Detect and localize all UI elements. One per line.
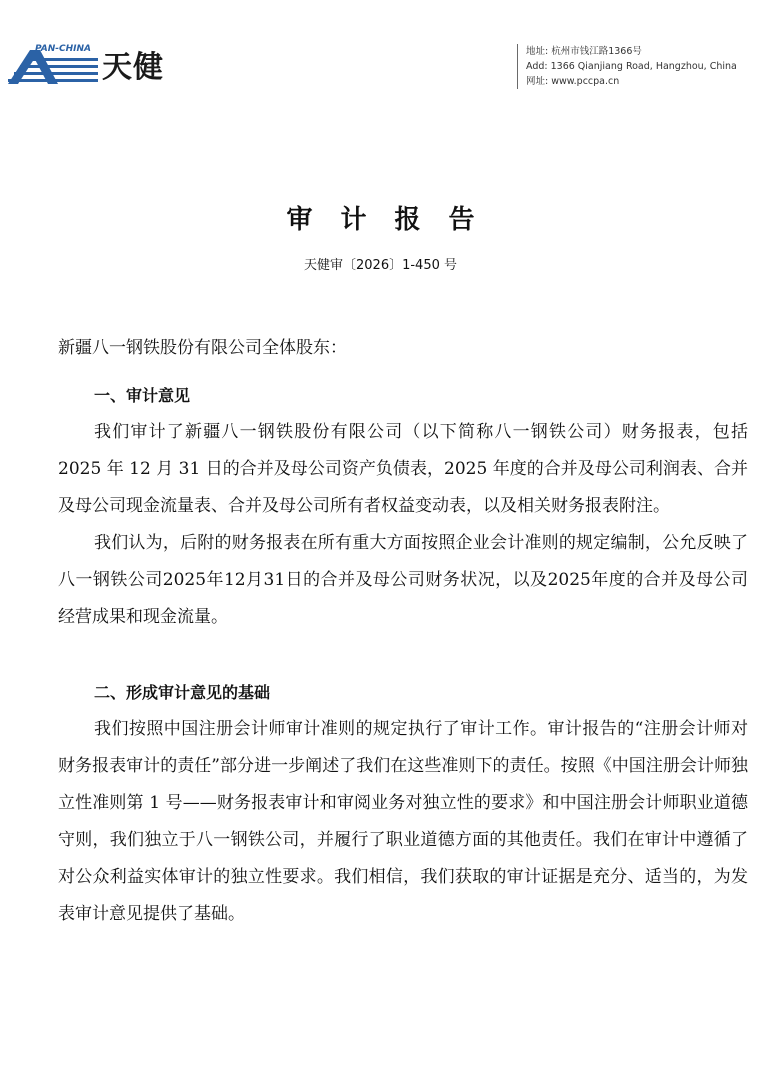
logo-chinese-name: 天健 <box>102 50 164 85</box>
report-number: 天健审〔2026〕1-450 号 <box>304 258 457 273</box>
paragraph: 我们按照中国注册会计师审计准则的规定执行了审计工作。审计报告的“注册会计师对财务报表审计的责任”部分进一步阐述了我们在这些准则下的责任。按照《中国注册会计师独立性准则第 1 号——财务报表审计和审阅业务对独立性的要求》和中国注册会计师职业道德守则，我们独立于八一钢铁公司，并履行了职业道德方面的其他责任。我们在审计中遵循了对公众利益实体审计的独立性要求。我们相信，我们获取的审计证据是充分、适当的，为发表审计意见提供了基础。 <box>58 719 748 924</box>
firm-address-block <box>517 44 737 89</box>
paragraph: 我们审计了新疆八一钢铁股份有限公司（以下简称八一钢铁公司）财务报表，包括 2025 年 12 月 31 日的合并及母公司资产负债表，2025 年度的合并及母公司利润表、合并及母公司现金流量表、合并及母公司所有者权益变动表，以及相关财务报表附注。 <box>58 422 748 516</box>
salutation: 新疆八一钢铁股份有限公司全体股东： <box>58 338 347 358</box>
firm-logo <box>6 44 196 90</box>
section-heading-opinion: 一、审计意见 <box>94 386 191 405</box>
report-body <box>58 330 748 933</box>
report-title: 审计报告 <box>286 205 503 235</box>
website: 网址: www.pccpa.cn <box>526 76 620 87</box>
logo-english-name: PAN-CHINA <box>35 44 91 54</box>
section-heading-basis: 二、形成审计意见的基础 <box>94 683 271 702</box>
paragraph: 我们认为，后附的财务报表在所有重大方面按照企业会计准则的规定编制，公允反映了八一钢铁公司2025年12月31日的合并及母公司财务状况，以及2025年度的合并及母公司经营成果和现金流量。 <box>58 533 748 627</box>
address-english: Add: 1366 Qianjiang Road, Hangzhou, China <box>526 61 737 72</box>
section-spacer <box>58 636 748 674</box>
address-chinese: 地址: 杭州市钱江路1366号 <box>526 46 642 57</box>
